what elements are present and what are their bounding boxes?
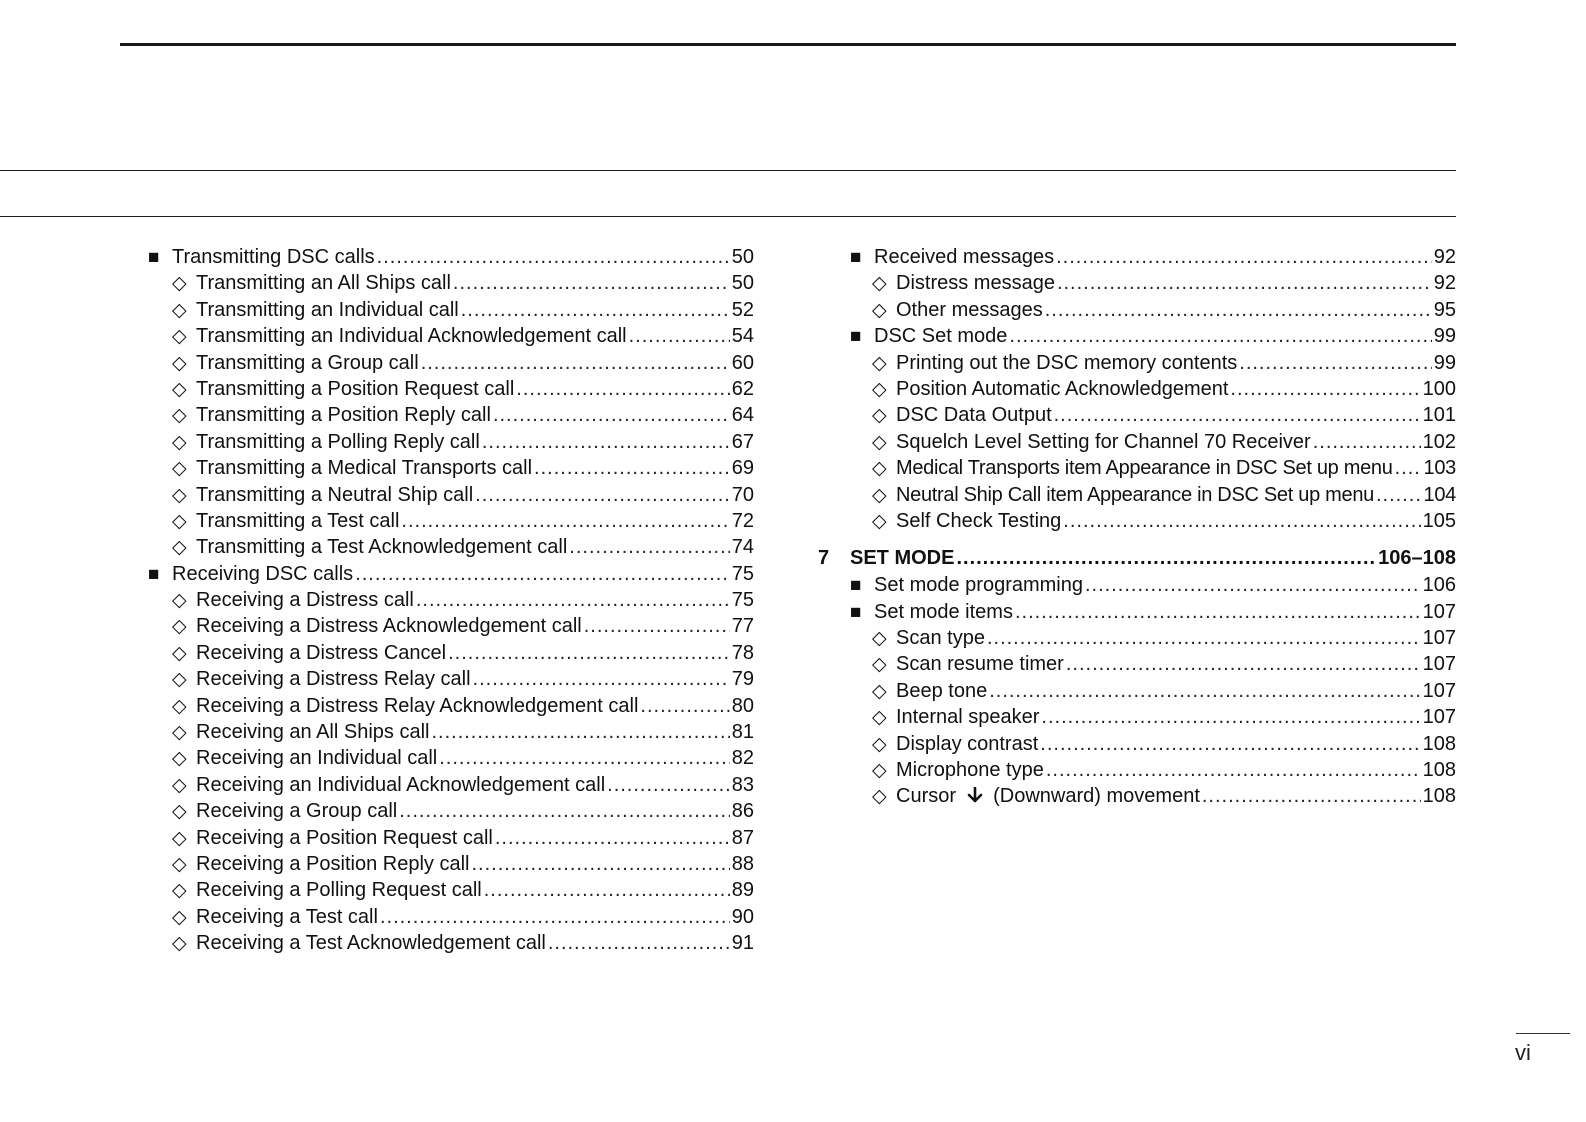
entry-page: 83 xyxy=(731,773,754,796)
entry-title: Receiving DSC calls xyxy=(172,562,354,585)
diamond-icon: ◇ xyxy=(872,680,887,702)
diamond-icon: ◇ xyxy=(872,405,887,427)
square-bullet-icon: ■ xyxy=(850,247,862,268)
entry-title: Receiving a Position Reply call xyxy=(196,852,470,875)
diamond-icon: ◇ xyxy=(172,510,187,532)
diamond-icon: ◇ xyxy=(872,273,887,295)
entry-page: 107 xyxy=(1422,627,1456,650)
toc-item[interactable] xyxy=(148,297,754,323)
entry-title: Medical Transports item Appearance in DSC Set up menu xyxy=(896,457,1393,480)
entry-page: 99 xyxy=(1433,325,1456,348)
entry-page: 102 xyxy=(1422,430,1456,453)
toc-item[interactable] xyxy=(818,350,1456,376)
page-number: vi xyxy=(1515,1040,1531,1065)
dot-leader xyxy=(1054,402,1421,428)
toc-item[interactable] xyxy=(148,640,754,666)
entry-page: 75 xyxy=(731,562,754,585)
entry-page: 50 xyxy=(731,246,754,268)
dot-leader xyxy=(1085,572,1421,598)
diamond-icon: ◇ xyxy=(172,774,187,796)
dot-leader xyxy=(629,323,730,349)
diamond-icon: ◇ xyxy=(172,695,187,717)
dot-leader xyxy=(473,666,730,692)
toc-item[interactable] xyxy=(148,587,754,613)
entry-title: Receiving a Distress call xyxy=(196,589,414,612)
diamond-icon: ◇ xyxy=(172,590,187,612)
diamond-icon: ◇ xyxy=(872,760,887,782)
toc-item[interactable] xyxy=(148,534,754,560)
entry-title: Receiving a Test Acknowledgement call xyxy=(196,932,546,955)
entry-title: Transmitting DSC calls xyxy=(172,246,375,268)
diamond-icon: ◇ xyxy=(172,722,187,744)
entry-page: 72 xyxy=(731,509,754,532)
entry-page: 107 xyxy=(1422,600,1456,623)
entry-page: 60 xyxy=(731,351,754,374)
toc-item[interactable] xyxy=(148,323,754,349)
dot-leader xyxy=(377,244,730,270)
entry-page: 74 xyxy=(731,536,754,559)
toc-item[interactable] xyxy=(818,508,1456,534)
entry-title: Display contrast xyxy=(896,732,1039,755)
entry-page: 105 xyxy=(1422,509,1456,532)
toc-left-column xyxy=(148,244,754,957)
dot-leader xyxy=(401,508,729,534)
diamond-icon: ◇ xyxy=(172,880,187,902)
dot-leader xyxy=(1009,323,1431,349)
entry-page: 81 xyxy=(731,721,754,744)
dot-leader xyxy=(1313,429,1421,455)
toc-item[interactable] xyxy=(818,704,1456,730)
entry-page: 54 xyxy=(731,325,754,348)
dot-leader xyxy=(495,825,730,851)
entry-page: 100 xyxy=(1422,377,1456,400)
entry-title: Self Check Testing xyxy=(896,509,1062,532)
entry-page: 88 xyxy=(731,852,754,875)
diamond-icon: ◇ xyxy=(172,669,187,691)
dot-leader xyxy=(569,534,729,560)
entry-title: Transmitting a Test call xyxy=(196,509,400,532)
entry-title: Transmitting an Individual Acknowledgement call xyxy=(196,325,627,348)
entry-title: Receiving a Test call xyxy=(196,905,378,928)
entry-title: DSC Data Output xyxy=(896,404,1052,427)
diamond-icon: ◇ xyxy=(872,733,887,755)
toc-item[interactable] xyxy=(818,651,1456,677)
header-rule xyxy=(120,43,1456,46)
entry-page: 95 xyxy=(1433,298,1456,321)
entry-title: Receiving a Distress Cancel xyxy=(196,641,447,664)
entry-title: Neutral Ship Call item Appearance in DSC Set up menu xyxy=(896,483,1374,506)
entry-page: 77 xyxy=(731,615,754,638)
toc-item[interactable] xyxy=(148,825,754,851)
dot-leader xyxy=(493,402,730,428)
dot-leader xyxy=(1041,704,1420,730)
toc-item[interactable] xyxy=(818,678,1456,704)
entry-title: Internal speaker xyxy=(896,706,1040,729)
dot-leader xyxy=(987,625,1421,651)
toc-section[interactable] xyxy=(818,599,1456,625)
entry-page: 90 xyxy=(731,905,754,928)
entry-page: 107 xyxy=(1422,679,1456,702)
toc-item[interactable] xyxy=(148,719,754,745)
diamond-icon: ◇ xyxy=(872,378,887,400)
dot-leader xyxy=(584,613,730,639)
entry-page: 67 xyxy=(731,430,754,453)
toc-section[interactable] xyxy=(148,561,754,587)
diamond-icon: ◇ xyxy=(872,431,887,453)
divider-rule xyxy=(0,216,1456,217)
dot-leader xyxy=(1045,297,1432,323)
toc-item[interactable] xyxy=(818,376,1456,402)
diamond-icon: ◇ xyxy=(172,458,187,480)
entry-page: 104 xyxy=(1423,483,1456,506)
entry-page: 82 xyxy=(731,747,754,770)
dot-leader xyxy=(439,745,730,771)
diamond-icon: ◇ xyxy=(172,933,187,955)
entry-page: 70 xyxy=(731,483,754,506)
diamond-icon: ◇ xyxy=(172,853,187,875)
toc-item[interactable] xyxy=(148,877,754,903)
square-bullet-icon: ■ xyxy=(850,575,862,597)
entry-title: Transmitting a Position Reply call xyxy=(196,404,491,427)
entry-page: 79 xyxy=(731,668,754,691)
entry-title: Receiving a Distress Relay call xyxy=(196,668,471,691)
chapter-number: 7 xyxy=(818,547,830,570)
entry-title: Receiving an Individual Acknowledgement call xyxy=(196,773,606,796)
square-bullet-icon: ■ xyxy=(850,601,862,623)
toc-item[interactable] xyxy=(148,693,754,719)
dot-leader xyxy=(1239,350,1431,376)
entry-title: Other messages xyxy=(896,298,1043,321)
dot-leader xyxy=(1056,244,1432,270)
square-bullet-icon: ■ xyxy=(148,247,160,268)
diamond-icon: ◇ xyxy=(172,827,187,849)
dot-leader xyxy=(461,297,730,323)
dot-leader xyxy=(640,693,729,719)
square-bullet-icon: ■ xyxy=(148,563,160,585)
toc-item[interactable] xyxy=(148,745,754,771)
entry-page: 108 xyxy=(1422,759,1456,782)
entry-page: 50 xyxy=(731,272,754,295)
dot-leader xyxy=(607,772,730,798)
entry-title: Beep tone xyxy=(896,679,988,702)
chapter-pages: 106–108 xyxy=(1378,547,1456,570)
diamond-icon: ◇ xyxy=(172,431,187,453)
entry-page: 69 xyxy=(731,457,754,480)
toc-right-column xyxy=(818,244,1456,810)
entry-page: 89 xyxy=(731,879,754,902)
toc-item[interactable] xyxy=(148,482,754,508)
entry-title: Receiving an Individual call xyxy=(196,747,438,770)
entry-title: Receiving an All Ships call xyxy=(196,721,430,744)
entry-title xyxy=(896,783,1200,809)
chapter-title: SET MODE xyxy=(850,547,955,570)
diamond-icon: ◇ xyxy=(172,326,187,348)
chapter-heading[interactable] xyxy=(818,544,1456,572)
dot-leader xyxy=(484,877,730,903)
entry-title: Transmitting a Polling Reply call xyxy=(196,430,480,453)
entry-title: Set mode items xyxy=(874,600,1013,623)
diamond-icon: ◇ xyxy=(172,273,187,295)
toc-item[interactable] xyxy=(818,297,1456,323)
toc-section[interactable] xyxy=(818,244,1456,270)
entry-page: 80 xyxy=(731,694,754,717)
entry-page: 92 xyxy=(1433,246,1456,268)
entry-title: Transmitting a Group call xyxy=(196,351,419,374)
entry-title: Transmitting a Medical Transports call xyxy=(196,457,533,480)
square-bullet-icon: ■ xyxy=(850,326,862,348)
entry-title: Transmitting an All Ships call xyxy=(196,272,451,295)
toc-item[interactable] xyxy=(148,376,754,402)
toc-item[interactable] xyxy=(148,930,754,956)
diamond-icon: ◇ xyxy=(172,484,187,506)
dot-leader xyxy=(1057,270,1432,296)
entry-page: 103 xyxy=(1423,457,1456,480)
entry-page: 108 xyxy=(1422,785,1456,808)
dot-leader xyxy=(1040,731,1420,757)
diamond-icon: ◇ xyxy=(172,352,187,374)
diamond-icon: ◇ xyxy=(872,484,887,506)
diamond-icon: ◇ xyxy=(172,405,187,427)
dot-leader xyxy=(989,678,1420,704)
dot-leader xyxy=(355,561,730,587)
entry-title-part: (Downward) movement xyxy=(993,785,1200,808)
dot-leader xyxy=(399,798,730,824)
toc-item[interactable] xyxy=(148,904,754,930)
dot-leader xyxy=(431,719,729,745)
toc-item[interactable] xyxy=(148,798,754,824)
dot-leader xyxy=(1230,376,1420,402)
dot-leader xyxy=(482,429,730,455)
entry-page: 101 xyxy=(1422,404,1456,427)
diamond-icon: ◇ xyxy=(172,378,187,400)
entry-page: 106 xyxy=(1422,574,1456,597)
toc-item[interactable] xyxy=(818,270,1456,296)
diamond-icon: ◇ xyxy=(872,458,887,480)
dot-leader xyxy=(1015,599,1421,625)
entry-page: 108 xyxy=(1422,732,1456,755)
toc-item[interactable] xyxy=(818,402,1456,428)
diamond-icon: ◇ xyxy=(872,707,887,729)
entry-title: DSC Set mode xyxy=(874,325,1008,348)
dot-leader xyxy=(475,482,730,508)
entry-page: 75 xyxy=(731,589,754,612)
entry-title: Receiving a Polling Request call xyxy=(196,879,482,902)
diamond-icon: ◇ xyxy=(172,906,187,928)
entry-page: 86 xyxy=(731,800,754,823)
entry-title: Scan type xyxy=(896,627,985,650)
toc-item[interactable] xyxy=(818,455,1456,481)
entry-title: Distress message xyxy=(896,272,1055,295)
entry-page: 92 xyxy=(1433,272,1456,295)
dot-leader xyxy=(1395,455,1422,481)
toc-section[interactable] xyxy=(818,323,1456,349)
diamond-icon: ◇ xyxy=(872,299,887,321)
dot-leader xyxy=(534,455,730,481)
diamond-icon: ◇ xyxy=(872,510,887,532)
footer-rule xyxy=(1516,1033,1570,1034)
toc-item[interactable] xyxy=(148,270,754,296)
dot-leader xyxy=(1046,757,1421,783)
entry-page: 52 xyxy=(731,298,754,321)
dot-leader xyxy=(421,350,730,376)
entry-page: 99 xyxy=(1433,351,1456,374)
toc-item[interactable] xyxy=(818,429,1456,455)
dot-leader xyxy=(448,640,730,666)
dot-leader xyxy=(1063,508,1420,534)
entry-title: Transmitting an Individual call xyxy=(196,298,459,321)
diamond-icon: ◇ xyxy=(172,748,187,770)
diamond-icon: ◇ xyxy=(872,628,887,650)
down-arrow-icon xyxy=(962,785,994,807)
dot-leader xyxy=(380,904,730,930)
entry-title-part: Cursor xyxy=(896,785,957,808)
toc-item[interactable] xyxy=(148,455,754,481)
toc-section[interactable] xyxy=(148,244,754,270)
toc-item[interactable] xyxy=(148,613,754,639)
entry-title: Receiving a Group call xyxy=(196,800,398,823)
toc-item[interactable] xyxy=(148,666,754,692)
toc-section[interactable] xyxy=(818,572,1456,598)
toc-item-cursor[interactable] xyxy=(818,783,1456,809)
entry-title: Transmitting a Neutral Ship call xyxy=(196,483,474,506)
dot-leader xyxy=(1202,783,1421,809)
entry-page: 87 xyxy=(731,826,754,849)
diamond-icon: ◇ xyxy=(172,801,187,823)
toc-item[interactable] xyxy=(148,350,754,376)
entry-title: Receiving a Position Request call xyxy=(196,826,493,849)
diamond-icon: ◇ xyxy=(172,642,187,664)
entry-title: Receiving a Distress Acknowledgement call xyxy=(196,615,582,638)
toc-item[interactable] xyxy=(818,625,1456,651)
entry-title: Set mode programming xyxy=(874,574,1083,597)
dot-leader xyxy=(471,851,729,877)
diamond-icon: ◇ xyxy=(872,786,887,808)
toc-item[interactable] xyxy=(818,731,1456,757)
dot-leader xyxy=(416,587,730,613)
toc-item[interactable] xyxy=(148,508,754,534)
entry-title: Transmitting a Position Request call xyxy=(196,377,515,400)
entry-page: 91 xyxy=(731,932,754,955)
diamond-icon: ◇ xyxy=(872,654,887,676)
dot-leader xyxy=(453,270,730,296)
toc-item[interactable] xyxy=(818,757,1456,783)
dot-leader xyxy=(516,376,729,402)
entry-page: 107 xyxy=(1422,706,1456,729)
entry-title: Microphone type xyxy=(896,759,1044,782)
dot-leader xyxy=(1066,651,1421,677)
entry-title: Position Automatic Acknowledgement xyxy=(896,377,1229,400)
entry-title: Squelch Level Setting for Channel 70 Receiver xyxy=(896,430,1311,453)
entry-title: Received messages xyxy=(874,246,1055,268)
diamond-icon: ◇ xyxy=(172,299,187,321)
entry-title: Scan resume timer xyxy=(896,653,1064,676)
diamond-icon: ◇ xyxy=(872,352,887,374)
entry-page: 107 xyxy=(1422,653,1456,676)
entry-title: Printing out the DSC memory contents xyxy=(896,351,1238,374)
divider-rule xyxy=(0,170,1456,171)
entry-title: Transmitting a Test Acknowledgement call xyxy=(196,536,568,559)
dot-leader xyxy=(956,544,1376,572)
entry-page: 64 xyxy=(731,404,754,427)
entry-page: 78 xyxy=(731,641,754,664)
toc-item[interactable] xyxy=(818,482,1456,508)
diamond-icon: ◇ xyxy=(172,537,187,559)
dot-leader xyxy=(548,930,730,956)
toc-item[interactable] xyxy=(148,772,754,798)
dot-leader xyxy=(1376,482,1422,508)
diamond-icon: ◇ xyxy=(172,616,187,638)
toc-item[interactable] xyxy=(148,402,754,428)
toc-item[interactable] xyxy=(148,429,754,455)
toc-item[interactable] xyxy=(148,851,754,877)
entry-title: Receiving a Distress Relay Acknowledgement call xyxy=(196,694,639,717)
entry-page: 62 xyxy=(731,377,754,400)
